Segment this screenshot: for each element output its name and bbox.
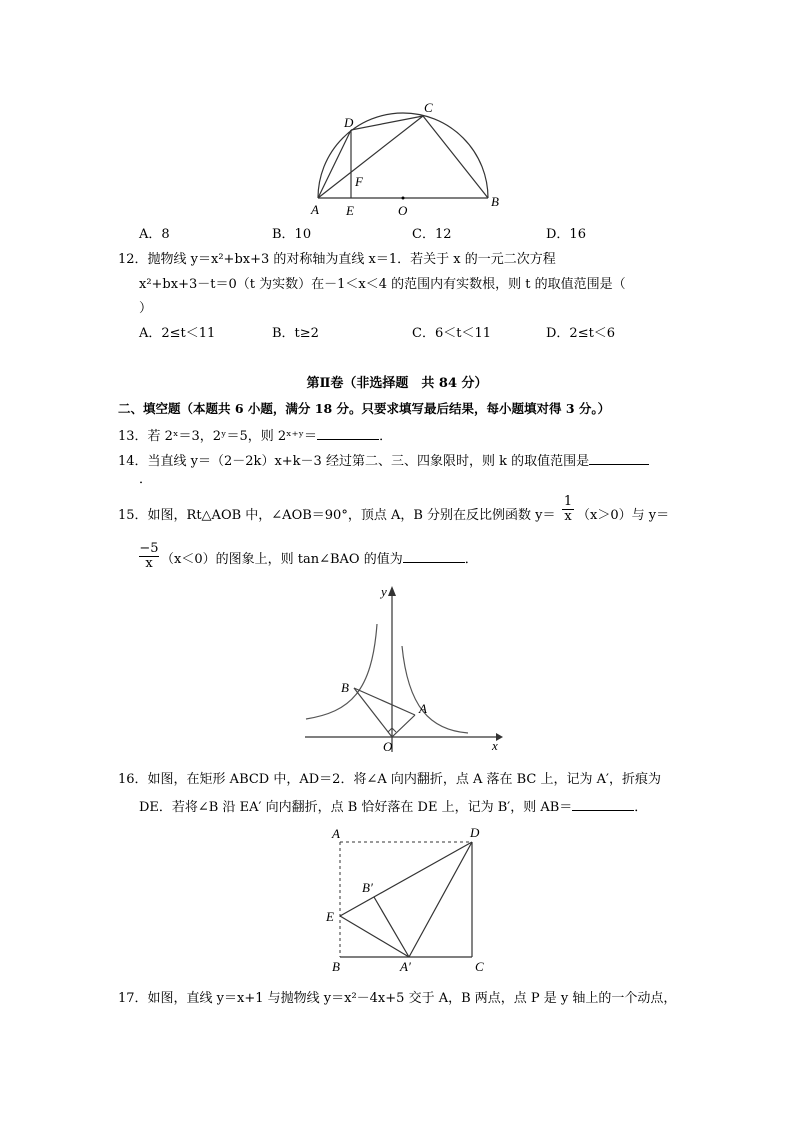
q11-option-b: B．10 — [272, 227, 312, 242]
label-O: O — [383, 739, 393, 754]
part2-title: 第Ⅱ卷（非选择题 共 84 分） — [306, 376, 488, 391]
q15-answer-blank[interactable] — [403, 548, 465, 563]
center-dot — [402, 197, 405, 200]
q15-question-2: （x＜0）的图象上，则 tan∠BAO 的值为 — [161, 552, 403, 567]
q12-option-d: D．2≤t＜6 — [546, 326, 616, 341]
label-A: A — [332, 826, 340, 841]
q15-figure — [300, 582, 510, 757]
q13-text — [118, 425, 392, 446]
label-E: E — [346, 203, 354, 218]
section2-title: 二、填空题（本题共 6 小题，满分 18 分。只要求填写最后结果，每小题填对得 3 分。） — [118, 401, 611, 416]
q16-question-2: DE．若将∠B 沿 EA′ 向内翻折，点 B 恰好落在 DE 上，记为 B′，则 AB＝ — [139, 800, 573, 815]
segment-B2A2 — [374, 897, 409, 957]
q11-figure — [300, 95, 510, 220]
q16-answer-blank[interactable] — [572, 796, 634, 811]
q15-line-2 — [161, 548, 478, 569]
segment-OA — [392, 715, 415, 737]
label-B: B — [491, 194, 499, 209]
chord-AD — [318, 130, 351, 198]
q15-frac1-denominator: x — [564, 509, 572, 524]
label-A-prime: A′ — [400, 959, 411, 974]
q12-option-b: B．t≥2 — [272, 326, 319, 341]
q13-answer-blank[interactable] — [317, 425, 379, 440]
label-B: B — [341, 680, 349, 695]
q11-option-c: C．12 — [412, 227, 452, 242]
q13-question: 13．若 2ˣ＝3，2ʸ＝5，则 2ˣ⁺ʸ＝ — [118, 429, 318, 444]
q15-frac1-numerator: 1 — [563, 494, 573, 509]
chord-CB — [423, 116, 488, 198]
segment-BA — [354, 688, 415, 715]
q12-line-3: ） — [139, 301, 153, 316]
label-O: O — [398, 203, 408, 218]
q12-line-2: x²+bx+3－t＝0（t 为实数）在－1＜x＜4 的范围内有实数根，则 t 的取值范围是（ — [139, 277, 626, 292]
label-B-prime: B′ — [362, 880, 373, 895]
q14-answer-blank[interactable] — [589, 450, 649, 465]
q15-fraction-2 — [139, 542, 159, 571]
q16-line-1: 16．如图，在矩形 ABCD 中，AD＝2．将∠A 向内翻折，点 A 落在 BC 上，记为 A′，折痕为 — [118, 772, 661, 787]
y-axis-arrow — [388, 586, 396, 596]
q14-text — [118, 450, 649, 471]
chord-AC — [318, 116, 423, 198]
q15-fraction-1 — [562, 495, 574, 524]
q11-option-a: A．8 — [139, 227, 170, 242]
q14-question: 14．当直线 y＝（2－2k）x+k－3 经过第二、三、四象限时，则 k 的取值范围是 — [118, 454, 590, 469]
label-y: y — [381, 584, 387, 599]
label-A: A — [419, 701, 427, 716]
q11-option-d: D．16 — [546, 227, 586, 242]
label-F: F — [355, 174, 363, 189]
q12-option-c: C．6＜t＜11 — [412, 326, 491, 341]
label-D: D — [344, 115, 354, 130]
q16-end: ． — [634, 800, 648, 815]
label-D: D — [470, 825, 480, 840]
label-E: E — [326, 909, 334, 924]
q12-line-1: 12．抛物线 y＝x²+bx+3 的对称轴为直线 x＝1．若关于 x 的一元二次方程 — [118, 252, 556, 267]
q17-line-1: 17．如图，直线 y＝x+1 与抛物线 y＝x²－4x+5 交于 A，B 两点，点 P 是 y 轴上的一个动点， — [118, 991, 677, 1006]
q15-line-1b: （x＞0）与 y＝ — [577, 508, 670, 523]
q15-end: ． — [464, 552, 478, 567]
q15-frac2-numerator: −5 — [139, 541, 159, 556]
label-B: B — [332, 959, 340, 974]
curve-right — [402, 646, 468, 733]
q16-figure — [320, 820, 500, 980]
q14-end: ． — [139, 472, 153, 487]
label-C: C — [424, 100, 433, 115]
label-x: x — [492, 738, 498, 753]
q15-frac2-denominator: x — [145, 556, 153, 571]
label-C: C — [475, 959, 484, 974]
q13-end: ． — [379, 429, 393, 444]
label-A: A — [311, 202, 319, 217]
q12-option-a: A．2≤t＜11 — [139, 326, 216, 341]
segment-EA2 — [340, 916, 409, 957]
segment-OB — [354, 688, 392, 737]
q16-line-2 — [139, 796, 647, 817]
q15-line-1a: 15．如图，Rt△AOB 中，∠AOB＝90°，顶点 A，B 分别在反比例函数 y＝ — [118, 508, 556, 523]
